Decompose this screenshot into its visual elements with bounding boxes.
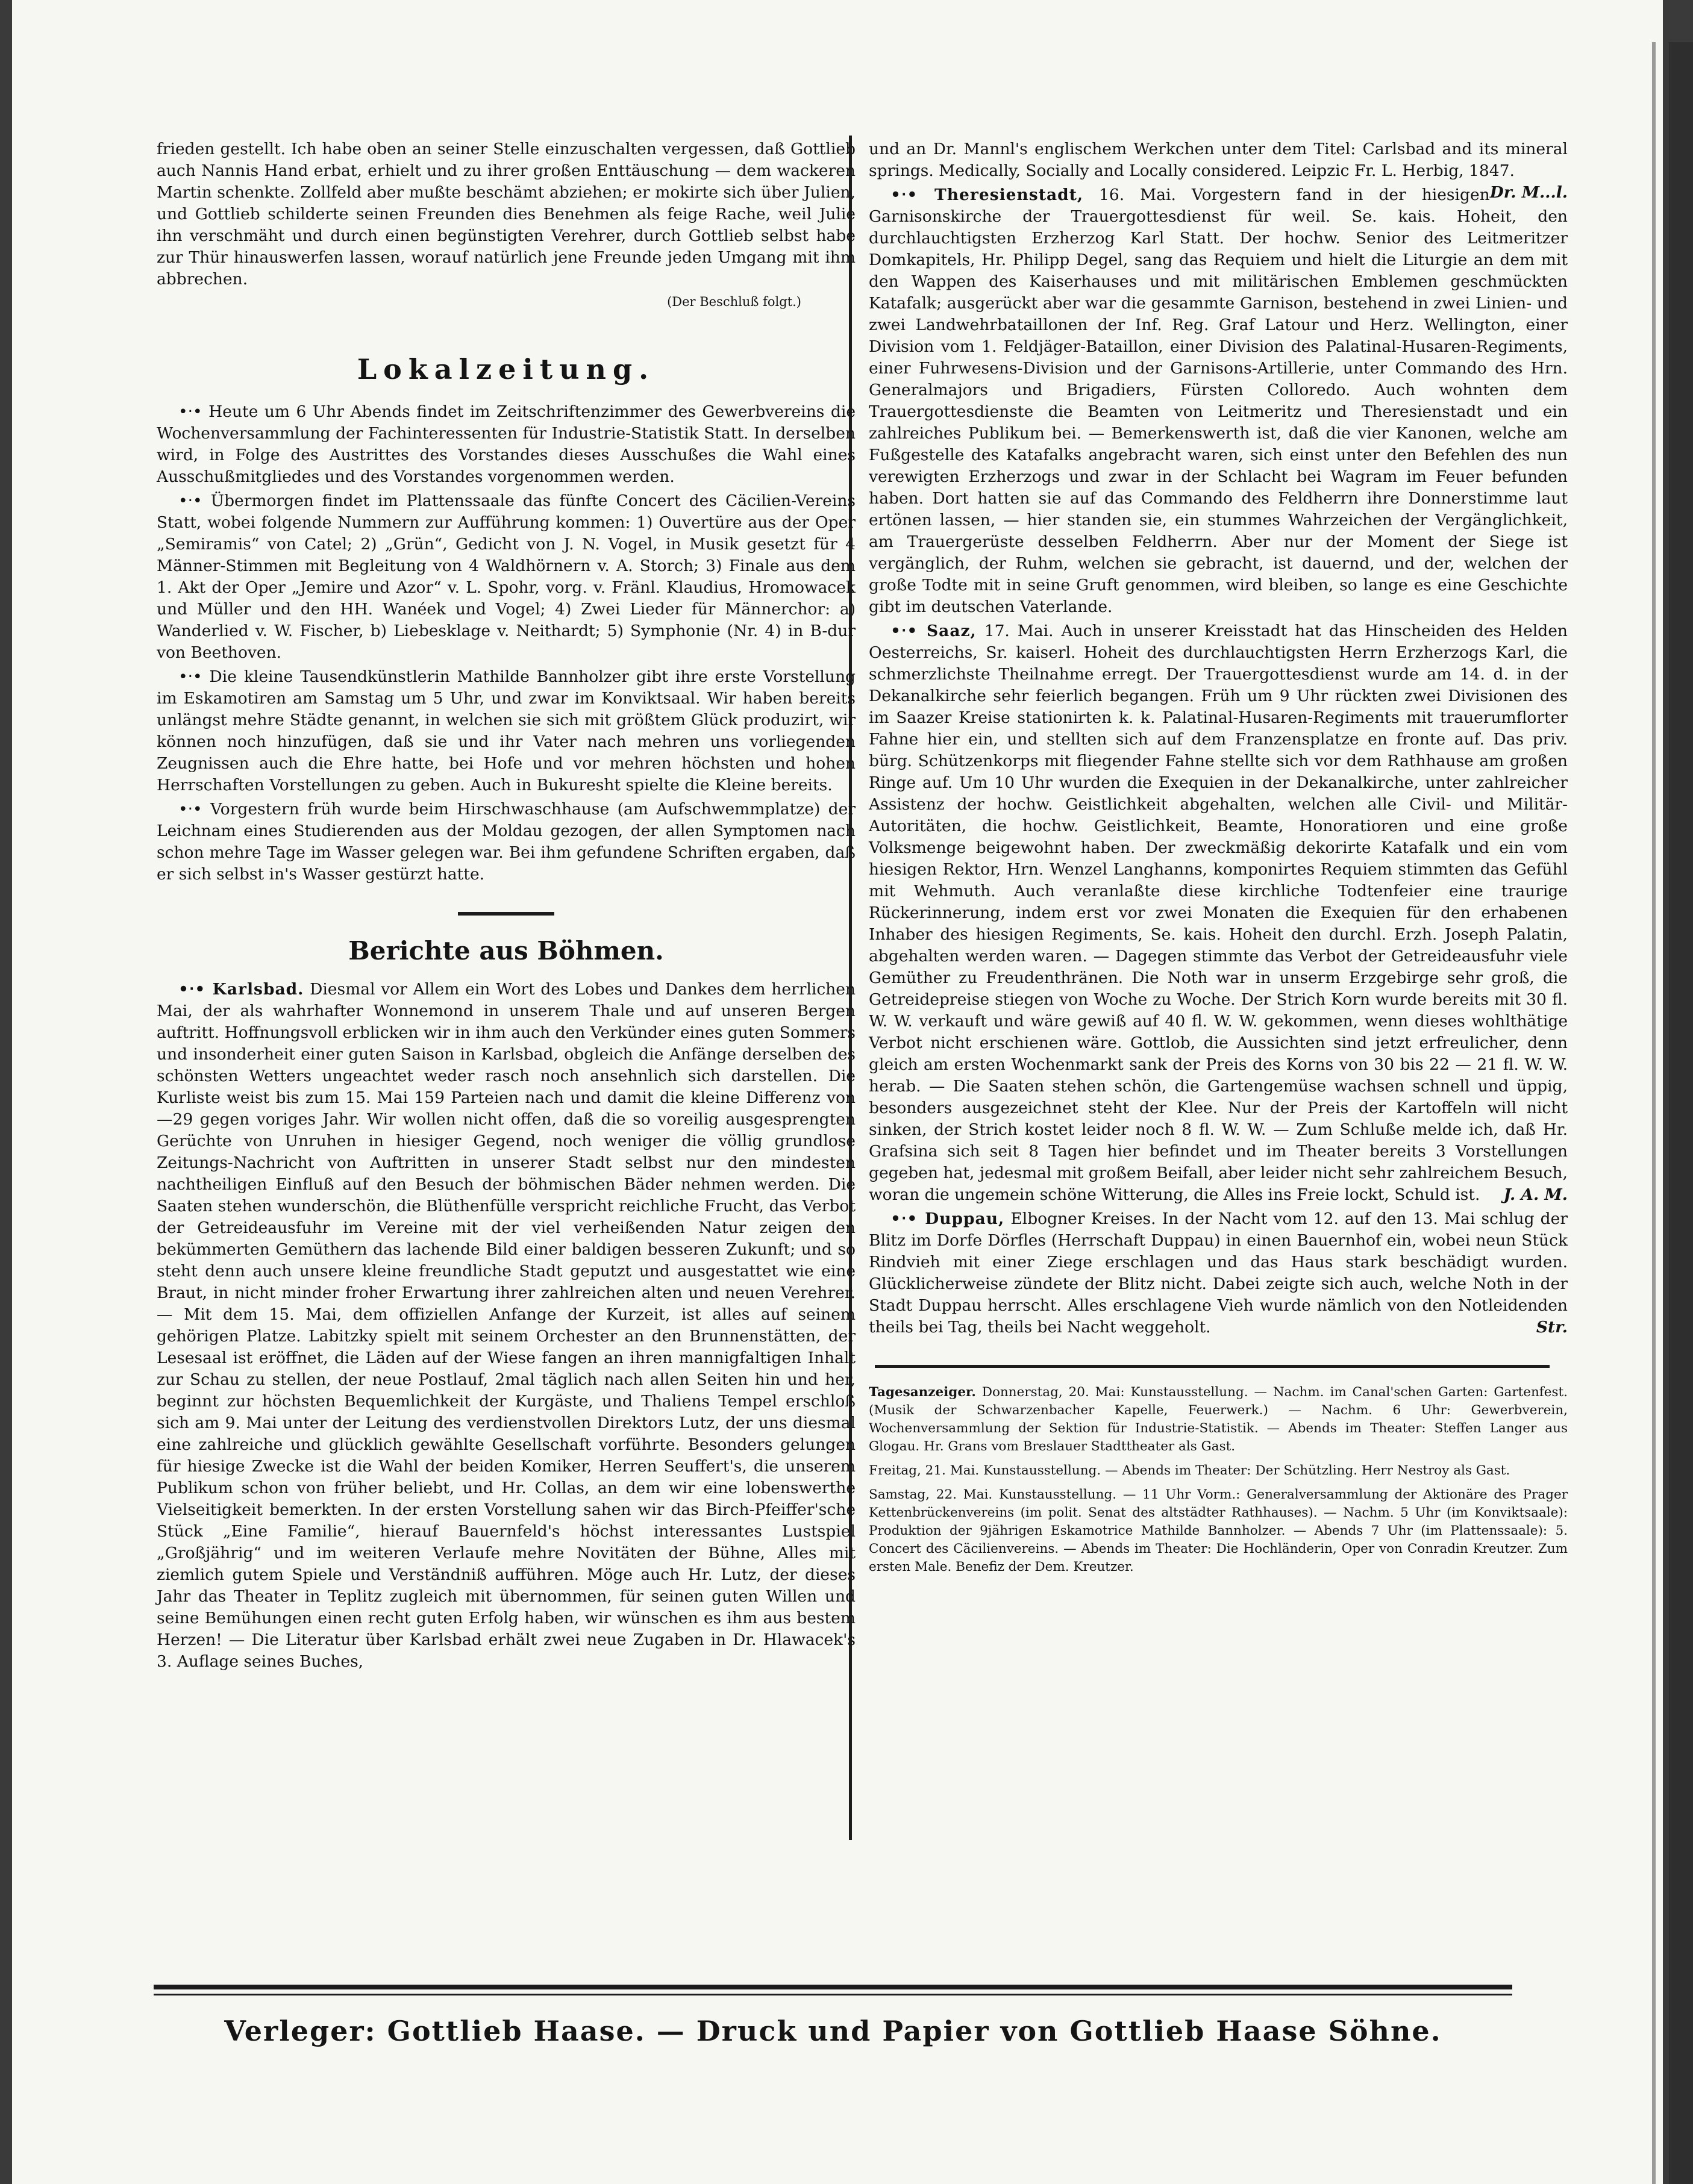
report-dateline: •‧• Theresienstadt, — [890, 186, 1084, 204]
calendar-entry — [869, 1462, 1568, 1480]
calendar-text: Samstag, 22. Mai. Kunstausstellung. — 11 Uhr Vorm.: Generalversammlung der Aktionäre des Prager Kettenbrückenvereins (im polit. Senat des altstädter Rathhauses). — Nachm. 5 Uhr (im Konviktsaale): Produktion der 9jährigen Eskamotrice Mathilde Bannholzer. — Abends 7 Uhr (im Plattenssaale): 5. Concert des Cäcilienvereins. — Abends im Theater: Die Hochländerin, Oper von Conradin Kreutzer. Zum ersten Male. Benefiz der Dem. Kreutzer. — [869, 1487, 1568, 1574]
right-column — [869, 139, 1568, 1582]
footer-rule-thin — [154, 1994, 1512, 1995]
report-dateline: •‧• Saaz, — [890, 622, 977, 640]
footer-rule — [154, 1985, 1512, 1989]
report-body: Elbogner Kreises. In der Nacht vom 12. auf den 13. Mai schlug der Blitz im Dorfe Dörfles (Herrschaft Duppau) in einen Bauernhof ein, wobei neun Stück Rindvieh mit einer Ziege erschlagen und das Haus stark beschädigt wurden. Glücklicherweise zündete der Blitz nicht. Dabei zeigte sich auch, welche Noth in der Stadt Duppau herrscht. Alles erschlagene Vieh wurde nämlich von den Notleidenden theils bei Tag, theils bei Nacht weggeholt. — [869, 1209, 1568, 1337]
local-item: •‧• Heute um 6 Uhr Abends findet im Zeitschriftenzimmer des Gewerbvereins die Wochenversammlung der Fachinteressenten für Industrie-Statistik Statt. In derselben wird, in Folge des Austrittes des Vorstandes dieses Ausschußes die Wahl eines Ausschußmitgliedes und des Vorstandes vorgenommen werden. — [157, 402, 856, 486]
report-saaz — [869, 620, 1568, 1206]
report-karlsbad — [157, 979, 856, 1673]
local-item: •‧• Vorgestern früh wurde beim Hirschwaschhause (am Aufschwemmplatze) der Leichnam eines Studierenden aus der Moldau gezogen, der allen Symptomen nach schon mehre Tage im Wasser gelegen war. Bei ihm gefundene Schriften ergaben, daß er sich selbst in's Wasser gestürzt hatte. — [157, 800, 856, 884]
section-divider — [458, 912, 554, 916]
continuation-text: und an Dr. Mannl's englischem Werkchen unter dem Titel: Carlsbad and its mineral springs. Medically, Socially and Locally considered. Leipzic Fr. L. Herbig, 1847. — [869, 140, 1568, 180]
report-body: 17. Mai. Auch in unserer Kreisstadt hat das Hinscheiden des Helden Oesterreichs, Sr. kaiserl. Hoheit des durchlauchtigsten Herrn Erzherzogs Karl, die schmerzlichste Theilnahme erregt. Der Trauergottesdienst wurde am 14. d. in der Dekanalkirche sehr feierlich begangen. Früh um 9 Uhr rückten zwei Divisionen des im Saazer Kreise stationirten k. k. Palatinal-Husaren-Regiments mit trauerumflorter Fahne hier ein, und stellten sich auf dem Franzensplatze en fronte auf. Das priv. bürg. Schützenkorps mit fliegender Fahne stellte sich vor dem Rathhause am großen Ringe auf. Um 10 Uhr wurden die Exequien in der Dekanalkirche, unter zahlreicher Assistenz der hochw. Geistlichkeit abgehalten, welchen alle Civil- und Militär-Autoritäten, die hochw. Geistlichkeit, Beamte, Honoratioren und eine große Volksmenge beigewohnt haben. Der zweckmäßig dekorirte Katafalk und ein vom hiesigen Rektor, Hrn. Wenzel Langhanns, komponirtes Requiem stimmten das Gefühl mit Wehmuth. Auch veranlaßte diese kirchliche Todtenfeier eine traurige Rückerinnerung, indem erst vor zwei Monaten die Exequien für den erhabenen Inhaber des hiesigen Regiments, Se. kais. Hoheit den durchl. Erzh. Joseph Palatin, abgehalten werden waren. — Dagegen stimmte das Verbot der Getreideausfuhr viele Gemüther zu Freudenthränen. Die Noth war in unserm Erzgebirge sehr groß, die Getreidepreise stiegen von Woche zu Woche. Der Strich Korn wurde bereits mit 30 fl. W. W. verkauft und wäre gewiß auf 40 fl. W. W. gekommen, wenn dieses wohlthätige Verbot nicht erschienen wäre. Gottlob, die Aussichten sind jetzt erfreulicher, denn gleich am ersten Wochenmarkt sank der Preis des Korns von 30 bis 22 — 21 fl. W. W. herab. — Die Saaten stehen schön, die Gartengemüse wachsen schnell und üppig, besonders ausgezeichnet steht der Klee. Nur der Preis der Kartoffeln will nicht sinken, der Strich kostet leider noch 8 fl. W. W. — Zum Schluße melde ich, daß Hr. Grafsina sich seit 8 Tagen hier befindet und im Theater bereits 3 Vorstellungen gegeben hat, jedesmal mit großem Beifall, aber leider nicht sehr zahlreichem Besuch, woran die ungemein schöne Witterung, die Alles ins Freie lockt, Schuld ist. — [869, 622, 1568, 1204]
section-title-lokalzeitung: Lokalzeitung. — [357, 353, 656, 385]
local-item: •‧• Die kleine Tausendkünstlerin Mathilde Bannholzer gibt ihre erste Vorstellung im Eskamotiren am Samstag um 5 Uhr, und zwar im Konviktsaal. Wir haben bereits unlängst mehre Städte genannt, in welchen sie sich mit größtem Glück produzirt, wir können noch hinzufügen, daß sie und ihr Vater nach mehren uns vorliegenden Zeugnissen auch die Ehre hatte, bei Hofe und vor mehren höchsten und hohen Herrschaften Vorstellungen zu geben. Auch in Bukuresht spielte die Kleine bereits. — [157, 667, 856, 794]
calendar-entry — [869, 1384, 1568, 1456]
calendar-text: Freitag, 21. Mai. Kunstausstellung. — Abends im Theater: Der Schützling. Herr Nestroy als Gast. — [869, 1463, 1510, 1478]
publisher-imprint: Verleger: Gottlieb Haase. — Druck und Papier von Gottlieb Haase Söhne. — [224, 2015, 1442, 2047]
report-duppau — [869, 1208, 1568, 1338]
calendar-divider — [875, 1365, 1550, 1368]
calendar-text: Donnerstag, 20. Mai: Kunstausstellung. — Nachm. im Canal'schen Garten: Gartenfest. (Musik der Schwarzenbacher Kapelle, Feuerwerk.) — Nachm. 6 Uhr: Gewerbverein, Wochenversammlung der Sektion für Industrie-Statistik. — Abends im Theater: Steffen Langer aus Glogau. Hr. Grans vom Breslauer Stadttheater als Gast. — [869, 1385, 1568, 1454]
report-dateline: •‧• Karlsbad. — [178, 980, 304, 999]
story-continuation: frieden gestellt. Ich habe oben an seiner Stelle einzuschalten vergessen, daß Gottlieb auch Nannis Hand erbat, erhielt und zu ihrer großen Enttäuschung — dem wackeren Martin schenkte. Zollfeld aber mußte beschämt abziehen; er mokirte sich über Julien, und Gottlieb schilderte seinen Freunden dies Benehmen als feige Rache, weil Julie ihn verschmäht und durch einen begünstigten Verehrer, durch Gottlieb selbst habe zur Thür hinauswerfen lassen, worauf natürlich jene Freunde jeden Umgang mit ihm abbrechen. — [157, 140, 856, 289]
author-signature: Dr. M...l. — [1489, 183, 1568, 202]
report-body: Diesmal vor Allem ein Wort des Lobes und Dankes dem herrlichen Mai, der als wahrhafter Wonnemond in unserem Thale und auf unseren Bergen auftritt. Hoffnungsvoll erblicken wir in ihm auch den Verkünder eines guten Sommers und insonderheit einer guten Saison in Karlsbad, obgleich die Anfänge derselben des schönsten Wetters ungeachtet weder rasch noch ansehnlich sich darstellen. Die Kurliste weist bis zum 15. Mai 159 Parteien nach und damit die kleine Differenz von —29 gegen voriges Jahr. Wir wollen nicht offen, daß die so voreilig ausgesprengten Gerüchte von Unruhen in hiesiger Gegend, noch weniger die völlig grundlose Zeitungs-Nachricht von Auftritten in unserer Stadt selbst nur den mindesten nachtheiligen Einfluß auf den Besuch der böhmischen Bäder nehmen werden. Die Saaten stehen wunderschön, die Blüthenfülle verspricht reichliche Frucht, das Verbot der Getreideausfuhr im Vereine mit der viel verheißenden Natur zeigen den bekümmerten Gemüthern das lachende Bild einer baldigen besseren Zukunft; und so steht denn auch unsere kleine freundliche Stadt geputzt und ausgestattet wie eine Braut, in nicht minder froher Erwartung ihrer zahlreichen alten und neuen Verehrer. — Mit dem 15. Mai, dem offiziellen Anfange der Kurzeit, ist alles auf seinem gehörigen Platze. Labitzky spielt mit seinem Orchester an den Brunnenstätten, der Lesesaal ist eröffnet, die Läden auf der Wiese fangen an ihren mannigfaltigen Inhalt zur Schau zu stellen, der neue Postlauf, 2mal täglich nach allen Seiten hin und her, beginnt zur höchsten Bequemlichkeit der Kurgäste, und Thaliens Tempel erschloß sich am 9. Mai unter der Leitung des verdienstvollen Direktors Lutz, der uns diesmal eine zahlreiche und glücklich gewählte Gesellschaft vorführte. Besonders gelungen für hiesige Zwecke ist die Wahl der beiden Komiker, Herren Seuffert's, die unserem Publikum schon von früher beliebt, und Hr. Collas, an dem wir eine lobenswerthe Vielseitigkeit bemerkten. In der ersten Vorstellung sahen wir das Birch-Pfeiffer'sche Stück „Eine Familie“, hierauf Bauernfeld's höchst interessantes Lustspiel „Großjährig“ und im weiteren Verlaufe mehre Novitäten der Bühne, Alles mit ziemlich gutem Spiele und Verständniß aufführen. Möge auch Hr. Lutz, der dieses Jahr das Theater in Teplitz zugleich mit übernommen, für seinen guten Willen und seine Bemühungen einen recht guten Erfolg haben, wir wünschen es ihm aus bestem Herzen! — Die Literatur über Karlsbad erhält zwei neue Zugaben in Dr. Hlawacek's 3. Auflage seines Buches, — [157, 980, 856, 1671]
newspaper-page — [12, 0, 1663, 2184]
calendar-entry — [869, 1486, 1568, 1576]
report-dateline: •‧• Duppau, — [890, 1209, 1005, 1228]
scan-border — [1669, 42, 1693, 2184]
event-calendar — [869, 1384, 1568, 1576]
report-theresienstadt — [869, 184, 1568, 618]
local-item: •‧• Übermorgen findet im Plattenssaale das fünfte Concert des Cäcilien-Vereins Statt, wobei folgende Nummern zur Aufführung kommen: 1) Ouvertüre aus der Oper „Semiramis“ von Catel; 2) „Grün“, Gedicht von J. N. Vogel, in Musik gesetzt für 4 Männer-Stimmen mit Begleitung von 4 Waldhörnern v. A. Storch; 3) Finale aus dem 1. Akt der Oper „Jemire und Azor“ v. L. Spohr, vorg. v. Fränl. Klaudius, Hromowacek und Müller und den HH. Wanéek und Vogel; 4) Zwei Lieder für Männerchor: a) Wanderlied v. W. Fischer, b) Liebesklage v. Neithardt; 5) Symphonie (Nr. 4) in B-dur von Beethoven. — [157, 491, 856, 662]
left-column — [157, 139, 856, 1675]
report-body: 16. Mai. Vorgestern fand in der hiesigen Garnisonskirche der Trauergottesdienst für weil. Se. kais. Hoheit, den durchlauchtigsten Erzherzog Karl Statt. Der hochw. Senior des Leitmeritzer Domkapitels, Hr. Philipp Degel, sang das Requiem und hielt die Liturgie an dem mit den Wappen des Kaiserhauses und mit militärischen Emblemen geschmückten Katafalk; ausgerückt aber war die gesammte Garnison, bestehend in zwei Linien- und zwei Landwehrbataillonen der Inf. Reg. Graf Latour und Herz. Wellington, einer Division vom 1. Feldjäger-Bataillon, einer Division des Palatinal-Husaren-Regiments, einer Fuhrwesens-Division und der Garnisons-Artillerie, unter Commando des Hrn. Generalmajors und Brigadiers, Fürsten Colloredo. Auch wohnten dem Trauergottesdienste die Beamten von Leitmeritz und Theresienstadt und ein zahlreiches Publikum bei. — Bemerkenswerth ist, daß die vier Kanonen, welche am Fußgestelle des Katafalks angebracht waren, sich einst unter den Befehlen des nun verewigten Erzherzogs und zwar in der Schlacht bei Wagram im Feuer befunden haben. Dort hatten sie auf das Commando des Feldherrn ihre Donnerstimme laut ertönen lassen, — hier standen sie, ein stummes Wahrzeichen der Vergänglichkeit, am Trauergerüste desselben Feldherrn. Aber nur der Moment der Siege ist vergänglich, der Ruhm, welchen sie gebracht, ist dauernd, und der, welchen der große Todte mit in seine Gruft genommen, wird bleiben, so lange es eine Geschichte gibt im deutschen Vaterlande. — [869, 186, 1568, 616]
calendar-label: Tagesanzeiger. — [869, 1385, 976, 1400]
author-signature: J. A. M. — [1503, 1185, 1568, 1204]
section-title-berichte: Berichte aus Böhmen. — [348, 936, 664, 966]
scan-edge — [1652, 42, 1656, 2184]
author-signature: Str. — [1536, 1318, 1568, 1337]
continuation-note: (Der Beschluß folgt.) — [667, 295, 801, 309]
